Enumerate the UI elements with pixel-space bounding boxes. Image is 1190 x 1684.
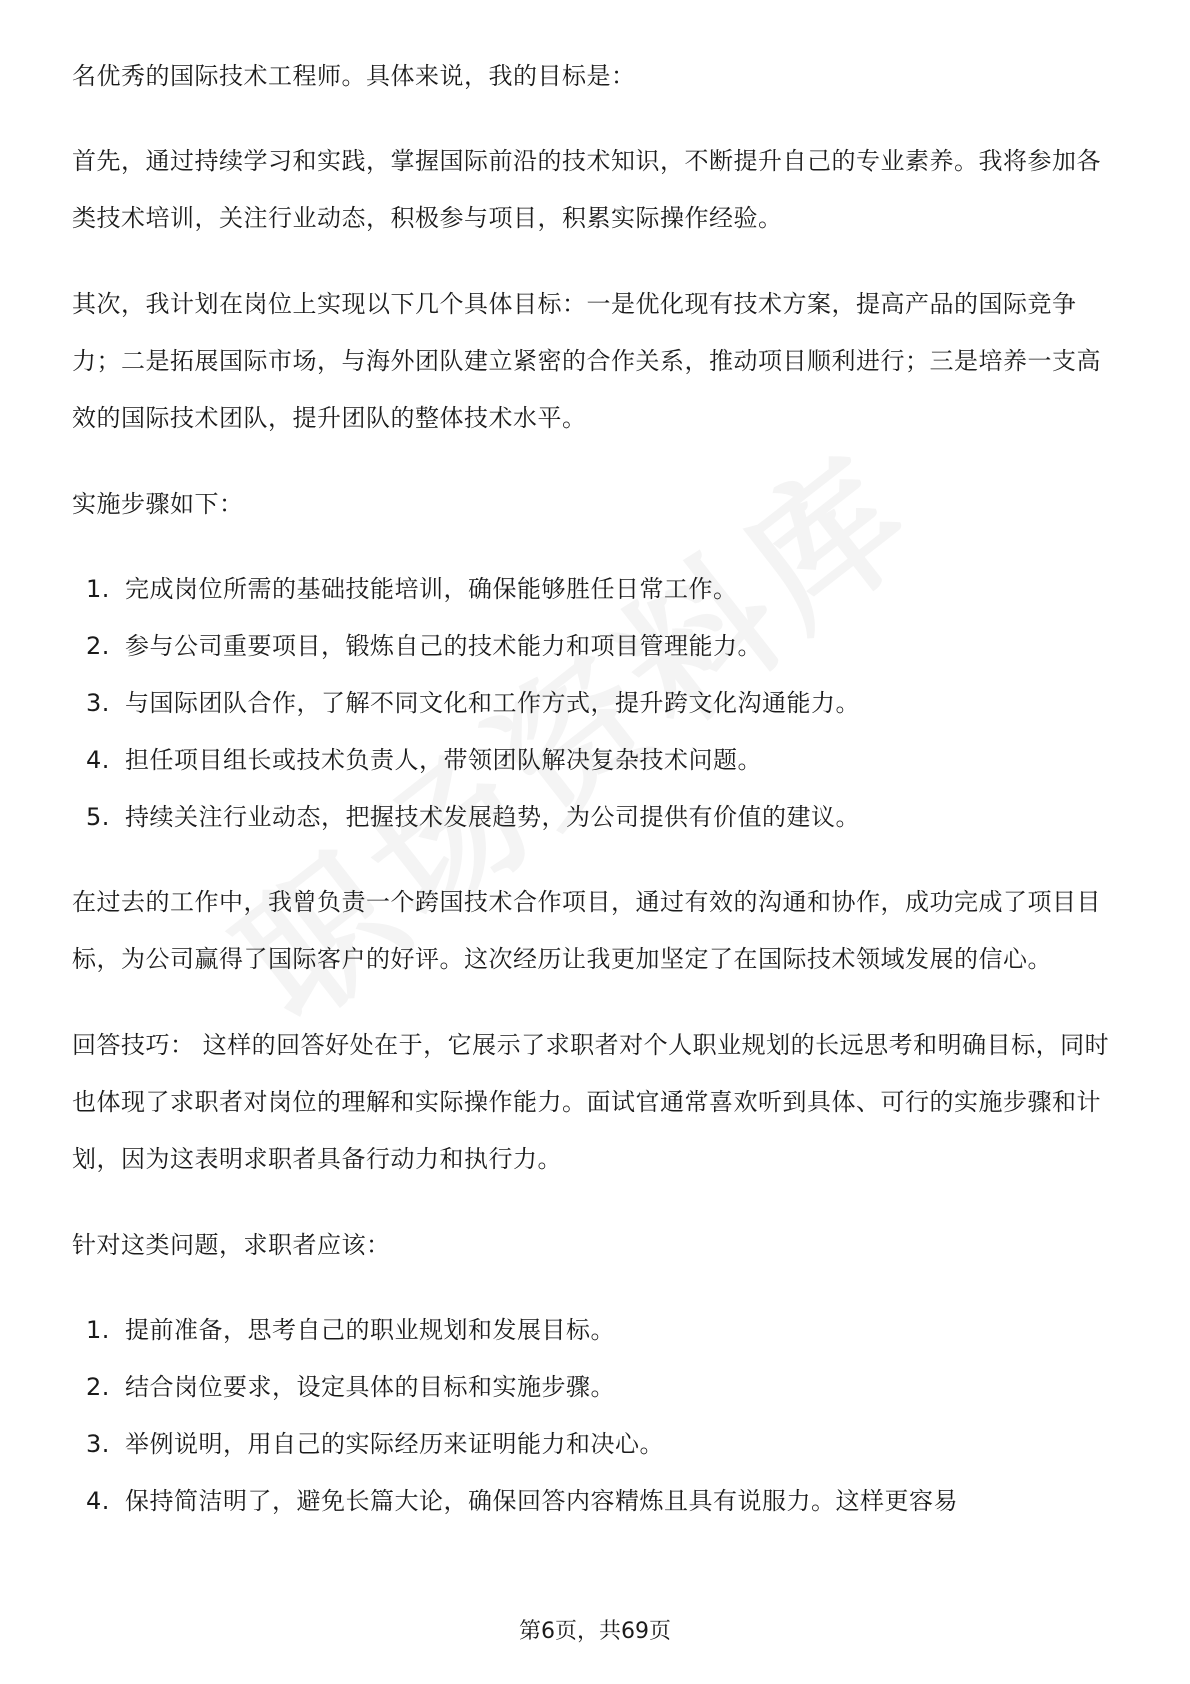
list-number: 4. — [86, 1487, 110, 1515]
list-item — [72, 618, 1122, 675]
list-number: 1. — [86, 575, 110, 603]
page-content — [72, 48, 1122, 1558]
paragraph-advice-heading: 针对这类问题，求职者应该： — [72, 1231, 391, 1259]
list-item — [72, 789, 1122, 846]
list-text: 持续关注行业动态，把握技术发展趋势，为公司提供有价值的建议。 — [125, 803, 860, 831]
paragraph-first: 首先，通过持续学习和实践，掌握国际前沿的技术知识，不断提升自己的专业素养。我将参加各类技术培训，关注行业动态，积极参与项目，积累实际操作经验。 — [72, 147, 1101, 232]
list-number: 3. — [86, 689, 110, 717]
list-text: 担任项目组长或技术负责人，带领团队解决复杂技术问题。 — [125, 746, 762, 774]
list-number: 2. — [86, 632, 110, 660]
paragraph-experience: 在过去的工作中，我曾负责一个跨国技术合作项目，通过有效的沟通和协作，成功完成了项目目标，为公司赢得了国际客户的好评。这次经历让我更加坚定了在国际技术领域发展的信心。 — [72, 888, 1101, 973]
list-item — [72, 675, 1122, 732]
list-text: 保持简洁明了，避免长篇大论，确保回答内容精炼且具有说服力。这样更容易 — [125, 1487, 958, 1515]
list-item — [72, 561, 1122, 618]
list-text: 参与公司重要项目，锻炼自己的技术能力和项目管理能力。 — [125, 632, 762, 660]
list-item — [72, 1359, 1122, 1416]
list-number: 5. — [86, 803, 110, 831]
steps-list — [72, 561, 1122, 846]
list-number: 1. — [86, 1316, 110, 1344]
list-item — [72, 1302, 1122, 1359]
list-number: 4. — [86, 746, 110, 774]
list-number: 2. — [86, 1373, 110, 1401]
paragraph-second: 其次，我计划在岗位上实现以下几个具体目标：一是优化现有技术方案，提高产品的国际竞争力；二是拓展国际市场，与海外团队建立紧密的合作关系，推动项目顺利进行；三是培养一支高效的国际技术团队，提升团队的整体技术水平。 — [72, 290, 1101, 432]
list-item — [72, 732, 1122, 789]
list-text: 完成岗位所需的基础技能培训，确保能够胜任日常工作。 — [125, 575, 738, 603]
list-text: 提前准备，思考自己的职业规划和发展目标。 — [125, 1316, 615, 1344]
list-item — [72, 1473, 1122, 1530]
list-number: 3. — [86, 1430, 110, 1458]
paragraph-intro: 名优秀的国际技术工程师。具体来说，我的目标是： — [72, 62, 636, 90]
list-text: 与国际团队合作，了解不同文化和工作方式，提升跨文化沟通能力。 — [125, 689, 860, 717]
list-text: 举例说明，用自己的实际经历来证明能力和决心。 — [125, 1430, 664, 1458]
paragraph-tips: 回答技巧： 这样的回答好处在于，它展示了求职者对个人职业规划的长远思考和明确目标，同时也体现了求职者对岗位的理解和实际操作能力。面试官通常喜欢听到具体、可行的实施步骤和计划，因为这表明求职者具备行动力和执行力。 — [72, 1031, 1110, 1173]
tips-list — [72, 1302, 1122, 1530]
paragraph-steps-heading: 实施步骤如下： — [72, 490, 244, 518]
page-number: 第6页，共69页 — [519, 1619, 671, 1644]
list-text: 结合岗位要求，设定具体的目标和实施步骤。 — [125, 1373, 615, 1401]
list-item — [72, 1416, 1122, 1473]
